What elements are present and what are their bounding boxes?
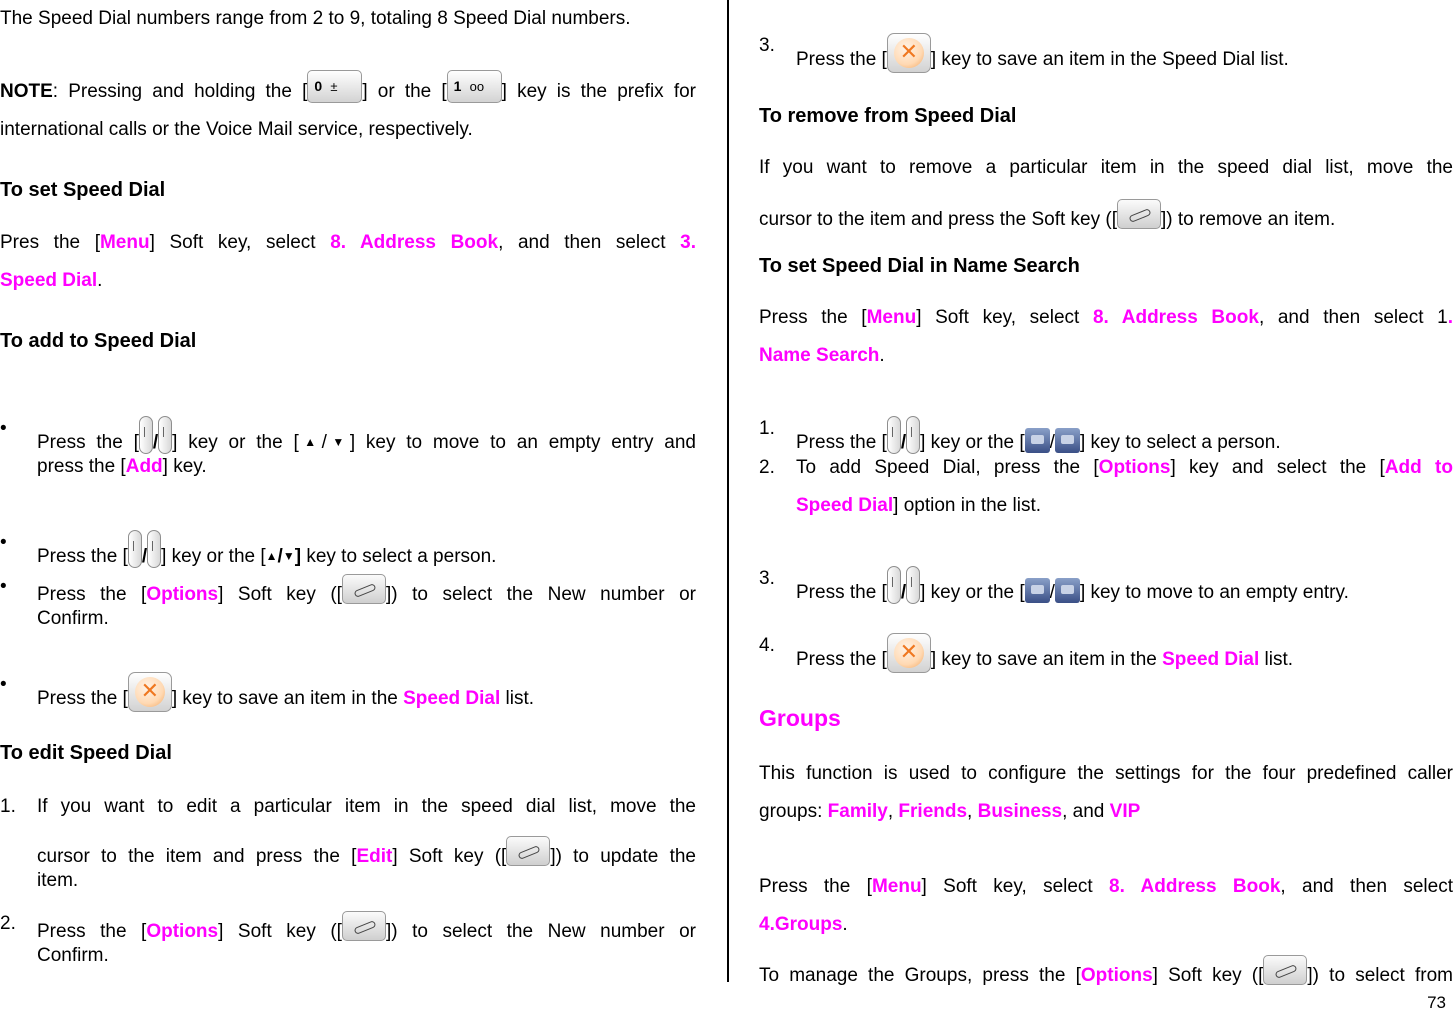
soft-key-icon: [342, 911, 386, 941]
nav-key-icon: [158, 416, 172, 454]
remove-paragraph-line-2: cursor to the item and press the Soft key ([ ]) to remove an item.: [759, 199, 1453, 233]
address-book-label: 8. Address Book: [1092, 307, 1259, 328]
heading-remove-speed-dial: To remove from Speed Dial: [759, 105, 1017, 127]
vip-label: VIP: [1109, 801, 1141, 822]
list-number: 3.: [759, 568, 775, 589]
set-paragraph-line-2: Speed Dial.: [0, 270, 103, 291]
options-label: Options: [146, 921, 219, 942]
list-number: 4.: [759, 635, 775, 656]
groups-menu-paragraph-line-2: 4.Groups.: [759, 914, 848, 935]
down-arrow-icon: ▼: [326, 435, 350, 449]
speed-dial-label: Speed Dial: [1162, 649, 1260, 670]
note-text: : Pressing and holding the [: [52, 81, 308, 102]
soft-key-icon: [506, 836, 550, 866]
nav-key-icon: [906, 416, 920, 454]
down-arrow-icon: ▼: [282, 549, 295, 563]
list-number: 2.: [759, 457, 775, 478]
groups-label: 4.Groups: [759, 914, 843, 935]
note-text: ] key is the prefix for: [501, 81, 697, 102]
heading-edit-speed-dial: To edit Speed Dial: [0, 742, 172, 764]
page-number: 73: [1427, 993, 1446, 1012]
nav-key-icon: [147, 530, 161, 568]
list-number: 3.: [759, 35, 775, 56]
address-book-label: 8. Address Book: [1109, 876, 1281, 897]
groups-paragraph-line-2: groups: Family, Friends, Business, and VIP: [759, 801, 1141, 822]
nav-key-icon: [906, 566, 920, 604]
soft-key-icon: [342, 574, 386, 604]
bullet: •: [0, 418, 7, 439]
remove-paragraph: If you want to remove a particular item in the speed dial list, move the: [759, 157, 1453, 178]
family-label: Family: [827, 801, 888, 822]
ok-key-icon: [128, 672, 172, 712]
groups-paragraph: This function is used to configure the settings for the four predefined caller: [759, 763, 1453, 784]
up-arrow-icon: ▲: [265, 549, 278, 563]
name-search-label: Name Search: [759, 345, 880, 366]
bullet: •: [0, 674, 7, 695]
zero-key-icon: 0 ±: [307, 70, 362, 103]
menu-label: Menu: [99, 232, 150, 253]
heading-add-speed-dial: To add to Speed Dial: [0, 330, 197, 352]
business-label: Business: [977, 801, 1063, 822]
add-to-label: Add to: [1384, 457, 1453, 478]
nav-key-icon: [887, 566, 901, 604]
nav-key-icon: [887, 416, 901, 454]
name-search-paragraph: Press the [Menu] Soft key, select 8. Address Book, and then select 1.: [759, 307, 1453, 328]
side-key-icon: [1025, 428, 1050, 453]
options-label: Options: [146, 584, 219, 605]
column-divider: [727, 0, 729, 982]
speed-dial-label: Speed Dial: [796, 495, 894, 516]
set-paragraph: Pres the [Menu] Soft key, select 8. Address Book, and then select 3.: [0, 232, 696, 253]
list-number: 1.: [759, 418, 775, 439]
options-label: Options: [1098, 457, 1171, 478]
ok-key-icon: [887, 633, 931, 673]
intro-paragraph: The Speed Dial numbers range from 2 to 9, totaling 8 Speed Dial numbers.: [0, 8, 631, 29]
note-paragraph: [0, 70, 696, 105]
address-book-label: 8. Address Book: [330, 232, 499, 253]
manage-groups-paragraph: To manage the Groups, press the [Options] Soft key ([ ]) to select from: [759, 955, 1453, 989]
nav-key-icon: [128, 530, 142, 568]
menu-label: Menu: [866, 307, 917, 328]
note-text: ] or the [: [362, 81, 447, 102]
heading-name-search: To set Speed Dial in Name Search: [759, 255, 1080, 277]
soft-key-icon: [1117, 199, 1161, 229]
friends-label: Friends: [898, 801, 968, 822]
groups-menu-paragraph: Press the [Menu] Soft key, select 8. Address Book, and then select: [759, 876, 1453, 897]
one-key-icon: 1 oo: [447, 70, 502, 103]
bullet: •: [0, 532, 7, 553]
add-label: Add: [125, 456, 163, 477]
speed-dial-label: Speed Dial: [0, 270, 98, 291]
nav-key-icon: [139, 416, 153, 454]
note-label: NOTE: [0, 81, 53, 102]
note-line-2: international calls or the Voice Mail service, respectively.: [0, 119, 473, 140]
up-arrow-icon: ▲: [298, 435, 322, 449]
options-label: Options: [1080, 965, 1153, 986]
bullet: •: [0, 576, 7, 597]
soft-key-icon: [1263, 955, 1307, 985]
side-key-icon: [1055, 428, 1080, 453]
speed-dial-label: Speed Dial: [403, 688, 501, 709]
menu-label: Menu: [871, 876, 922, 897]
list-number: 2.: [0, 913, 16, 934]
list-number: 1.: [0, 796, 16, 817]
heading-set-speed-dial: To set Speed Dial: [0, 179, 166, 201]
name-search-paragraph-line-2: Name Search.: [759, 345, 885, 366]
heading-groups: Groups: [759, 705, 841, 731]
ok-key-icon: [887, 33, 931, 73]
side-key-icon: [1055, 578, 1080, 603]
side-key-icon: [1025, 578, 1050, 603]
edit-label: Edit: [356, 846, 393, 867]
